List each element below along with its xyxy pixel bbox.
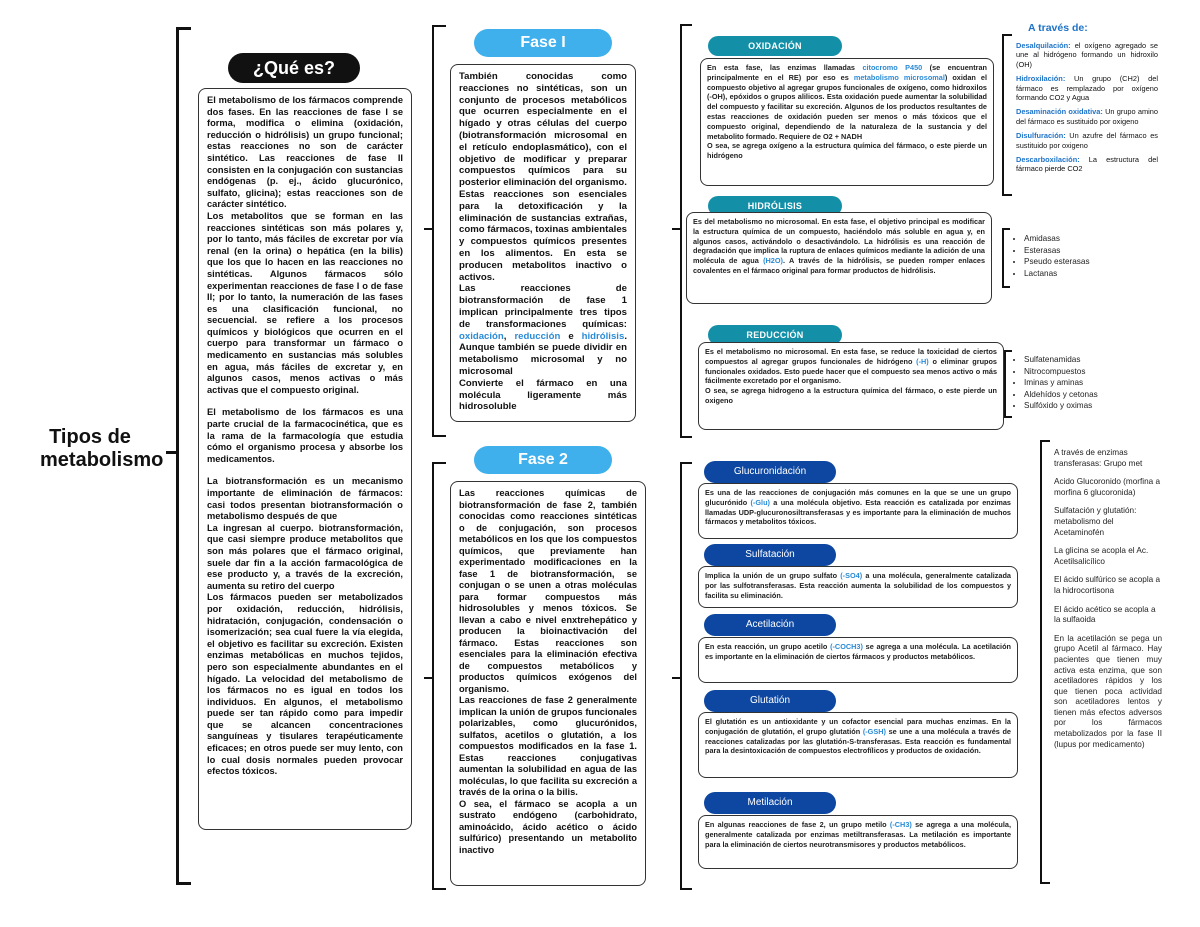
- hidrolisis-text: Es del metabolismo no microsomal. En esta fase, el objetivo principal es modificar la estructura química de un compuesto, haciéndolo más soluble en agua y, en algunos casos, activándolo o desactivándolo. La hidrólisis es una reacción de degradación que implica la ruptura de enlaces químicos mediante la adición de una molécula de agua (H2O). A través de la hidrólisis, se pueden romper enlaces covalentes en el fármaco original para formar productos de hidrólisis.: [693, 217, 986, 275]
- glutation-box: [698, 712, 1018, 778]
- fase2-types-tick: [672, 677, 680, 679]
- fase2-bracket-tick: [424, 677, 432, 679]
- fase2-notes-bracket: [1040, 440, 1050, 884]
- reduccion-item: • Nitrocompuestos: [1024, 366, 1098, 378]
- main-bracket: [176, 27, 191, 885]
- que-es-p2: Los metabolitos que se forman en las reacciones sintéticas son más polares y, por lo tanto, más fáciles de excretar por vía renal (en la orina) o hepática (en la bilis) que los que lo hacen en las reacciones no sintéticas. Algunos fármacos sólo experimentan reacciones de fase I o de fase II; por lo tanto, la numeración de las fases es una clasificación funcional, no secuencial. se refiere a los procesos químicos y biológicos que ocurren en el cuerpo para transformar un fármaco o medicamento en sustancias más solubles en agua, más fáciles de excretar y, en algunos casos, menos activas o más activas que el compuesto original.: [207, 210, 403, 395]
- reduccion-list: [1012, 354, 1098, 412]
- fase2-note: El ácido sulfúrico se acopla a la hidrocortisona: [1054, 575, 1161, 595]
- a-traves-title: A través de:: [1028, 22, 1088, 34]
- fase1-types-tick: [672, 228, 680, 230]
- metilacion-text: En algunas reacciones de fase 2, un grupo metilo (-CH3) se agrega a una molécula, generalmente catalizada por enzimas metiltransferasas. La metilación es importante para la eliminación de ciertos neurotransmisores y productos metabólicos.: [705, 820, 1011, 849]
- que-es-box: [198, 88, 412, 830]
- a-traves-item: Desaminación oxidativa: Un grupo amino del fármaco es sustituido por oxigeno: [1016, 107, 1158, 126]
- glucuronidacion-box: [698, 483, 1018, 539]
- fase2-text-a: Las reacciones químicas de biotransformación de fase 2, también conocidas como reacciones sintéticas o de conjugación, son procesos metabólicos en los que los compuestos químicos, que previamente han experimentado modificaciones en la fase 1 de biotransformación, se conjugan o se unen a otras moléculas para formar compuestos más hidrosolubles y menos tóxicos. Se llevan a cabo e nivel enxtrehepático y producen la bioinactivación del fármaco. Estas reacciones son esenciales para la eliminación efectiva de compuestos metabólicos y productos químicos exógenos del organismo.: [459, 488, 637, 694]
- a-traves-item: Descarboxilación: La estructura del fármaco pierde CO2: [1016, 155, 1158, 174]
- fase1-label: Fase I: [474, 29, 612, 57]
- oxidacion-text-2: O sea, se agrega oxígeno a la estructura química del fármaco, o este pierde un hidrógeno: [707, 141, 987, 161]
- fase2-note: Acido Glucoronido (morfina a morfina 6 glucoronida): [1054, 477, 1161, 497]
- reduccion-item: • Sulfóxido y oximas: [1024, 400, 1098, 412]
- glucuronidacion-label: Glucuronidación: [704, 461, 836, 483]
- fase1-text-a: También conocidas como reacciones no sintéticas, son un conjunto de procesos metabólicos que ocurren especialmente en el hígado y otras células del cuerpo (biotransformación microsomal en el retículo endoplasmático), con el objetivo de modificar y preparar compuestos químicos para su posterior eliminación del organismo.: [459, 71, 627, 189]
- reduccion-item: • Iminas y aminas: [1024, 377, 1098, 389]
- que-es-p5: La ingresan al cuerpo. biotransformación, que casi siempre produce metabolitos que son más polares que el fármaco original, suele dar fin a la acción farmacológica de ese producto y, a través de la excreción, aumenta su retiro del cuerpo: [207, 522, 403, 591]
- fase2-text-b: Las reacciones de fase 2 generalmente implican la unión de grupos funcionales polarizables, como glucurónidos, sulfatos, acetilos o glutatión, a los compuestos modificados en la fase 1. Estas reacciones conjugativas aumentan la solubilidad en agua de las moléculas, lo que facilita su excreción a través de la orina o la bilis.: [459, 695, 637, 797]
- reduccion-item: • Aldehídos y cetonas: [1024, 389, 1098, 401]
- glucuronidacion-text: Es una de las reacciones de conjugación más comunes en la que se une un grupo glucurónido (-Glu) a una molécula objetivo. Esta reacción es catalizada por enzimas llamadas UDP-glucuronosiltransferasas y es importante para la eliminación de muchos fármacos y metabolitos tóxicos.: [705, 488, 1011, 527]
- fase1-bracket-tick: [424, 228, 432, 230]
- hidrolisis-bracket: [1002, 228, 1010, 288]
- hidrolisis-label: HIDRÓLISIS: [708, 196, 842, 216]
- acetilacion-label: Acetilación: [704, 614, 836, 636]
- fase2-text-c: O sea, el fármaco se acopla a un sustrato endógeno (carbohidrato, aminoácido, ácido acético o ácido sulfúrico) presentando un metabolito inactivo: [459, 798, 637, 855]
- a-traves-list: [1016, 41, 1158, 179]
- main-title: Tipos de metabolismo: [40, 426, 164, 471]
- main-bracket-tick: [166, 451, 176, 454]
- a-traves-item: Disulfuración: Un azufre del fármaco es sustituido por oxigeno: [1016, 131, 1158, 150]
- a-traves-bracket: [1002, 34, 1012, 196]
- que-es-p6: Los fármacos pueden ser metabolizados por oxidación, reducción, hidrólisis, hidratación, conjugación, condensación o isomerización; sea cual fuere la vía elegida, el objetivo es facilitar su excreción. Existen enzimas metabólicas en muchos tejidos, pero son especialmente abundantes en el hígado. La velocidad del metabolismo de los fármacos no es igual en todos los individuos. En algunos, el metabolismo puede ser tan rápido como para impedir que se alcancen concentraciones sanguíneas y tisulares terapéuticamente eficaces; en otros puede ser muy lento, con lo cual dosis normales pueden provocar efectos tóxicos.: [207, 592, 403, 777]
- hidrolisis-item: • Esterasas: [1024, 245, 1090, 257]
- fase1-text-d: Convierte el fármaco en una molécula ligeramente más hidrosoluble: [459, 377, 627, 413]
- sulfatacion-text: Implica la unión de un grupo sulfato (-SO4) a una molécula, generalmente catalizada por las sulfotransferasas. Esta reacción aumenta la solubilidad de los compuestos y facilita su eliminación.: [705, 571, 1011, 600]
- fase2-note: La glicina se acopla el Ac. Acetilsalicílico: [1054, 546, 1149, 566]
- glutation-label: Glutatión: [704, 690, 836, 712]
- acetilacion-text: En esta reacción, un grupo acetilo (-COCH3) se agrega a una molécula. La acetilación es importante en la eliminación de ciertos fármacos y productos metabólicos.: [705, 642, 1011, 661]
- fase2-note: A través de enzimas transferasas: Grupo met: [1054, 448, 1143, 468]
- sulfatacion-label: Sulfatación: [704, 544, 836, 566]
- que-es-p3: El metabolismo de los fármacos es una parte crucial de la farmacocinética, que es la rama de la farmacología que estudia cómo el organismo procesa y absorbe los medicamentos.: [207, 407, 403, 464]
- reduccion-box: [698, 342, 1004, 430]
- hidrolisis-list: [1012, 233, 1090, 279]
- reduccion-bracket: [1004, 350, 1012, 418]
- oxidacion-text: En esta fase, las enzimas llamadas citocromo P450 (se encuentran principalmente en el RE) por eso es metabolismo microsomal) oxidan el compuesto objetivo al agregar grupos funcionales de oxígeno, como hidroxilos (-OH), epóxidos o grupos alilicos. Esta oxidación puede aumentar la solubilidad del compuesto y facilitar su excreción. Algunos de los productos resultantes de estas reacciones de oxidación pueden ser menos o más tóxicos que el compuesto original, dependiendo de la naturaleza de la sustancia y del metabolito formado. Requiere de O2 + NADH: [707, 63, 988, 141]
- que-es-label: ¿Qué es?: [228, 53, 360, 83]
- reduccion-text-2: O sea, se agrega hidrogeno a la estructura química del fármaco, o este pierde un oxigeno: [705, 386, 997, 405]
- reduccion-item: • Sulfatenamidas: [1024, 354, 1098, 366]
- fase2-note: En la acetilación se pega un grupo Acetil al fármaco. Hay pacientes que tienen muy activa esta enzima, que son acetiladores rápidos y los que tienen poca actividad son acetiladores lentos y tienen más efectos adversos por los fármacos metabolizados por la fase II (lupus por medicamento): [1054, 633, 1162, 749]
- hidrolisis-item: • Pseudo esterasas: [1024, 256, 1090, 268]
- fase2-bracket: [432, 462, 446, 890]
- fase2-box: [450, 481, 646, 886]
- hidrolisis-box: [686, 212, 992, 304]
- reduccion-text: Es el metabolismo no microsomal. En esta fase, se reduce la toxicidad de ciertos compuestos al agregar grupos funcionales de hidrógeno (-H) o eliminar grupos funcionales oxidados. Esto puede hacer que el compuesto sea menos activo o más fácilmente excretado por el organismo.: [705, 347, 997, 386]
- que-es-p1: El metabolismo de los fármacos comprende dos fases. En las reacciones de fase I se forma, modifica o elimina (oxidación, reducción o hidrólisis) un grupo funcional; estas reacciones no son de carácter sintético. Las reacciones de fase II consisten en la conjugación con sustancias endógenas (p. ej., ácido glucurónico, sulfato, glicina); estas reacciones son de carácter sintético.: [207, 95, 403, 210]
- fase2-notes: [1054, 448, 1162, 758]
- reduccion-label: REDUCCIÓN: [708, 325, 842, 345]
- metilacion-box: [698, 815, 1018, 869]
- glutation-text: El glutatión es un antioxidante y un cofactor esencial para muchas enzimas. En la conjugación de glutatión, el grupo glutatión (-GSH) se une a una molécula a través de reacciones catalizadas por las glutatión-S-transferasas. Esta reacción es fundamental para la desintoxicación de compuestos electrofílicos y productos de oxidación.: [705, 717, 1011, 756]
- hidrolisis-item: • Lactanas: [1024, 268, 1090, 280]
- fase1-text-c: Las reacciones de biotransformación de fase 1 implican principalmente tres tipos de transformaciones químicas: oxidación, reducción e hidrólisis. Aunque también se puede dividir en metabolismo microsomal y no microsomal: [459, 283, 627, 377]
- metilacion-label: Metilación: [704, 792, 836, 814]
- fase1-box: [450, 64, 636, 422]
- fase2-label: Fase 2: [474, 446, 612, 474]
- a-traves-item: Desalquilación: el oxígeno agregado se une al hidrógeno formando un hidroxilo (OH): [1016, 41, 1158, 69]
- fase1-text-b: Estas reacciones son esenciales para la detoxificación y la eliminación de sustancias extrañas, como fármacos, toxinas ambientales y compuestos químicos presentes en los alimentos. En esta se producen metabolitos inactivo o activos.: [459, 188, 627, 283]
- oxidacion-label: OXIDACIÓN: [708, 36, 842, 56]
- fase2-note: El ácido acético se acopla a la sulfaoida: [1054, 604, 1156, 625]
- sulfatacion-box: [698, 566, 1018, 608]
- hidrolisis-item: • Amidasas: [1024, 233, 1090, 245]
- fase2-note: Sulfatación y glutatión: metabolismo del Acetaminofén: [1054, 506, 1137, 537]
- que-es-p4: La biotransformación es un mecanismo importante de eliminación de fármacos: casi todos presentan biotransformación o metabolismo después de que: [207, 476, 403, 522]
- fase1-bracket: [432, 25, 446, 437]
- a-traves-item: Hidroxilación: Un grupo (CH2) del fármaco es remplazado por oxígeno formando CO2 y Agua: [1016, 74, 1158, 103]
- acetilacion-box: [698, 637, 1018, 683]
- fase2-types-bracket: [680, 462, 692, 890]
- oxidacion-box: [700, 58, 994, 186]
